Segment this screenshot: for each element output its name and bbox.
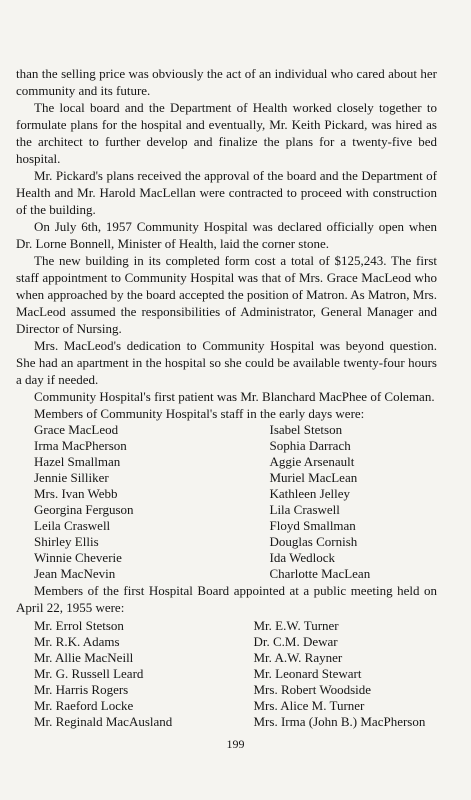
board-member: Mrs. Robert Woodside [253, 682, 372, 697]
board-member: Dr. C.M. Dewar [253, 634, 338, 649]
staff-name: Jennie Silliker [34, 470, 109, 485]
board-intro: Members of the first Hospital Board appointed at a public meeting held on April 22, 1955 were: [16, 583, 437, 615]
paragraph-3: Mr. Pickard's plans received the approval of the board and the Department of Health and Mr. Harold MacLellan were contracted to proceed with construction of the building. [16, 168, 437, 217]
staff-name: Grace MacLeod [34, 422, 119, 437]
paragraph-1: than the selling price was obviously the act of an individual who cared about her community and its future. [16, 66, 437, 98]
paragraph-6: Mrs. MacLeod's dedication to Community Hospital was beyond question. She had an apartment in the hospital so she could be available twenty-four hours a day if needed. [16, 338, 437, 387]
paragraph-7: Community Hospital's first patient was Mr. Blanchard MacPhee of Coleman. [34, 389, 435, 404]
board-member: Mr. Harris Rogers [34, 682, 129, 697]
staff-name: Charlotte MacLean [269, 566, 371, 581]
page-number: 199 [226, 737, 245, 751]
staff-name: Shirley Ellis [34, 534, 99, 549]
board-member: Mr. Errol Stetson [34, 618, 124, 633]
staff-name: Kathleen Jelley [269, 486, 350, 501]
staff-name: Floyd Smallman [269, 518, 356, 533]
board-member: Mr. Leonard Stewart [253, 666, 362, 681]
paragraph-2: The local board and the Department of Health worked closely together to formulate plans for the hospital and eventually, Mr. Keith Pickard, was hired as the architect to further develop and finalize the plans for a twenty-five bed hospital. [16, 100, 437, 166]
board-list [16, 618, 437, 730]
board-member: Mr. G. Russell Leard [34, 666, 144, 681]
board-member: Mrs. Alice M. Turner [253, 698, 365, 713]
staff-name: Aggie Arsenault [269, 454, 355, 469]
board-member: Mrs. Irma (John B.) MacPherson [253, 714, 426, 729]
staff-intro: Members of Community Hospital's staff in the early days were: [34, 406, 365, 421]
staff-list [16, 422, 437, 582]
board-member: Mr. Allie MacNeill [34, 650, 134, 665]
staff-name: Sophia Darrach [269, 438, 351, 453]
staff-name: Georgina Ferguson [34, 502, 134, 517]
paragraph-5: The new building in its completed form cost a total of $125,243. The first staff appointment to Community Hospital was that of Mrs. Grace MacLeod who when approached by the board accepted the position of Matron. As Matron, Mrs. MacLeod assumed the responsibilities of Administrator, General Manager and Director of Nursing. [16, 253, 437, 336]
staff-name: Hazel Smallman [34, 454, 121, 469]
staff-name: Jean MacNevin [34, 566, 116, 581]
board-member: Mr. A.W. Rayner [253, 650, 343, 665]
staff-name: Isabel Stetson [269, 422, 343, 437]
staff-name: Mrs. Ivan Webb [34, 486, 118, 501]
staff-name: Muriel MacLean [269, 470, 358, 485]
paragraph-4: On July 6th, 1957 Community Hospital was declared officially open when Dr. Lorne Bonnell, Minister of Health, laid the corner stone. [16, 219, 437, 251]
staff-name: Winnie Cheverie [34, 550, 122, 565]
staff-name: Irma MacPherson [34, 438, 127, 453]
board-member: Mr. Raeford Locke [34, 698, 134, 713]
staff-name: Leila Craswell [34, 518, 111, 533]
staff-name: Douglas Cornish [269, 534, 358, 549]
staff-name: Lila Craswell [269, 502, 340, 517]
board-member: Mr. R.K. Adams [34, 634, 120, 649]
board-member: Mr. Reginald MacAusland [34, 714, 173, 729]
board-member: Mr. E.W. Turner [253, 618, 339, 633]
staff-name: Ida Wedlock [269, 550, 335, 565]
